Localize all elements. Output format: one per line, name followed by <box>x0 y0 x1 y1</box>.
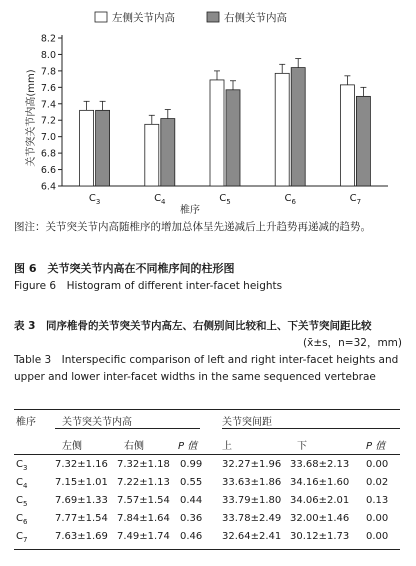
header-p2: P 值 <box>366 441 386 452</box>
cell-upper: 33.78±2.49 <box>222 513 282 524</box>
group1-rule <box>55 428 200 429</box>
cell-right: 7.84±1.64 <box>117 513 170 524</box>
legend <box>95 11 287 24</box>
y-tick-label: 8.2 <box>40 33 56 45</box>
bar-left-C7 <box>340 85 354 186</box>
cell-upper: 32.27±1.96 <box>222 459 282 470</box>
bar-left-C3 <box>80 110 94 186</box>
figure-note: 图注：关节突关节内高随椎序的增加总体呈先递减后上升趋势再递减的趋势。 <box>14 221 371 233</box>
cell-upper: 33.63±1.86 <box>222 477 282 488</box>
row-seq: $C_3$ <box>16 459 28 472</box>
legend-swatch-left <box>95 12 107 22</box>
bar-left-C5 <box>210 80 224 186</box>
y-tick-label: 6.6 <box>40 165 56 177</box>
header-upper: 上 <box>222 441 232 452</box>
y-tick-label: 7.2 <box>40 115 56 127</box>
y-tick-label: 7.6 <box>40 82 56 94</box>
cell-left: 7.69±1.33 <box>55 495 108 506</box>
x-tick-label: $C_4$ <box>154 193 166 206</box>
row-seq: $C_4$ <box>16 477 28 490</box>
y-tick-label: 7.4 <box>40 99 56 111</box>
legend-swatch-right <box>207 12 219 22</box>
cell-lower: 34.06±2.01 <box>290 495 350 506</box>
cell-upper: 33.79±1.80 <box>222 495 282 506</box>
header-left: 左侧 <box>62 441 82 452</box>
bar-right-C4 <box>161 119 175 186</box>
bar-right-C3 <box>96 110 110 186</box>
table-header-rule <box>14 454 400 455</box>
cell-left: 7.32±1.16 <box>55 459 108 470</box>
table-top-rule <box>14 409 400 410</box>
cell-left: 7.63±1.69 <box>55 531 108 542</box>
group2-rule <box>222 428 400 429</box>
cell-right: 7.57±1.54 <box>117 495 170 506</box>
cell-lower: 33.68±2.13 <box>290 459 350 470</box>
plot-area <box>41 34 388 207</box>
x-tick-label: $C_7$ <box>349 193 362 206</box>
x-tick-label: $C_6$ <box>284 193 296 206</box>
x-axis-label: 椎序 <box>180 205 200 216</box>
figure-caption-cn: 图 6 关节突关节内高在不同椎序间的柱形图 <box>14 262 235 275</box>
cell-right: 7.49±1.74 <box>117 531 170 542</box>
table-title-cn: 表 3 同序椎骨的关节突关节内高左、右侧别间比较和上、下关节突间距比较 <box>14 320 372 332</box>
table-bottom-rule <box>14 549 400 550</box>
row-seq: $C_7$ <box>16 531 28 544</box>
y-tick-label: 7.8 <box>40 66 56 78</box>
cell-p2: 0.13 <box>366 495 389 506</box>
cell-left: 7.77±1.54 <box>55 513 108 524</box>
figure-caption-en: Figure 6 Histogram of different inter-facet heights <box>14 280 283 292</box>
table-stats-note: (x̄±s，n=32，mm) <box>303 337 402 349</box>
bar-left-C6 <box>275 73 289 186</box>
cell-upper: 32.64±2.41 <box>222 531 282 542</box>
bar-right-C5 <box>226 90 240 186</box>
cell-p1: 0.44 <box>180 495 203 506</box>
cell-p1: 0.46 <box>180 531 203 542</box>
cell-p2: 0.00 <box>366 531 389 542</box>
header-seq: 椎序 <box>16 417 36 428</box>
y-axis-label: 关节突关节内高(mm) <box>26 69 37 167</box>
bar-right-C7 <box>356 96 370 186</box>
cell-p1: 0.55 <box>180 477 203 488</box>
legend-label-left: 左侧关节内高 <box>112 12 175 24</box>
bar-left-C4 <box>145 124 159 186</box>
cell-left: 7.15±1.01 <box>55 477 108 488</box>
cell-p2: 0.00 <box>366 513 389 524</box>
cell-lower: 34.16±1.60 <box>290 477 350 488</box>
cell-lower: 32.00±1.46 <box>290 513 350 524</box>
y-tick-label: 6.8 <box>40 148 56 160</box>
row-seq: $C_6$ <box>16 513 28 526</box>
bar-right-C6 <box>291 68 305 186</box>
x-tick-label: $C_3$ <box>88 193 101 206</box>
header-lower: 下 <box>297 441 307 452</box>
header-right: 右侧 <box>124 441 144 452</box>
cell-right: 7.22±1.13 <box>117 477 170 488</box>
cell-p1: 0.36 <box>180 513 203 524</box>
bar-chart <box>0 0 416 220</box>
y-tick-label: 6.4 <box>40 181 56 193</box>
cell-p2: 0.02 <box>366 477 389 488</box>
cell-p1: 0.99 <box>180 459 203 470</box>
cell-p2: 0.00 <box>366 459 389 470</box>
legend-label-right: 右侧关节内高 <box>224 12 287 24</box>
header-p1: P 值 <box>178 441 198 452</box>
header-group-height: 关节突关节内高 <box>62 417 132 428</box>
cell-lower: 30.12±1.73 <box>290 531 350 542</box>
row-seq: $C_5$ <box>16 495 28 508</box>
header-group-width: 关节突间距 <box>222 417 272 428</box>
table-title-en: Table 3 Interspecific comparison of left and right inter-facet heights and upper and lower inter-facet widths in the same sequenced vertebrae <box>14 354 399 383</box>
x-tick-label: $C_5$ <box>219 193 231 206</box>
y-tick-label: 7.0 <box>40 132 56 144</box>
y-tick-label: 8.0 <box>40 49 56 61</box>
cell-right: 7.32±1.18 <box>117 459 170 470</box>
